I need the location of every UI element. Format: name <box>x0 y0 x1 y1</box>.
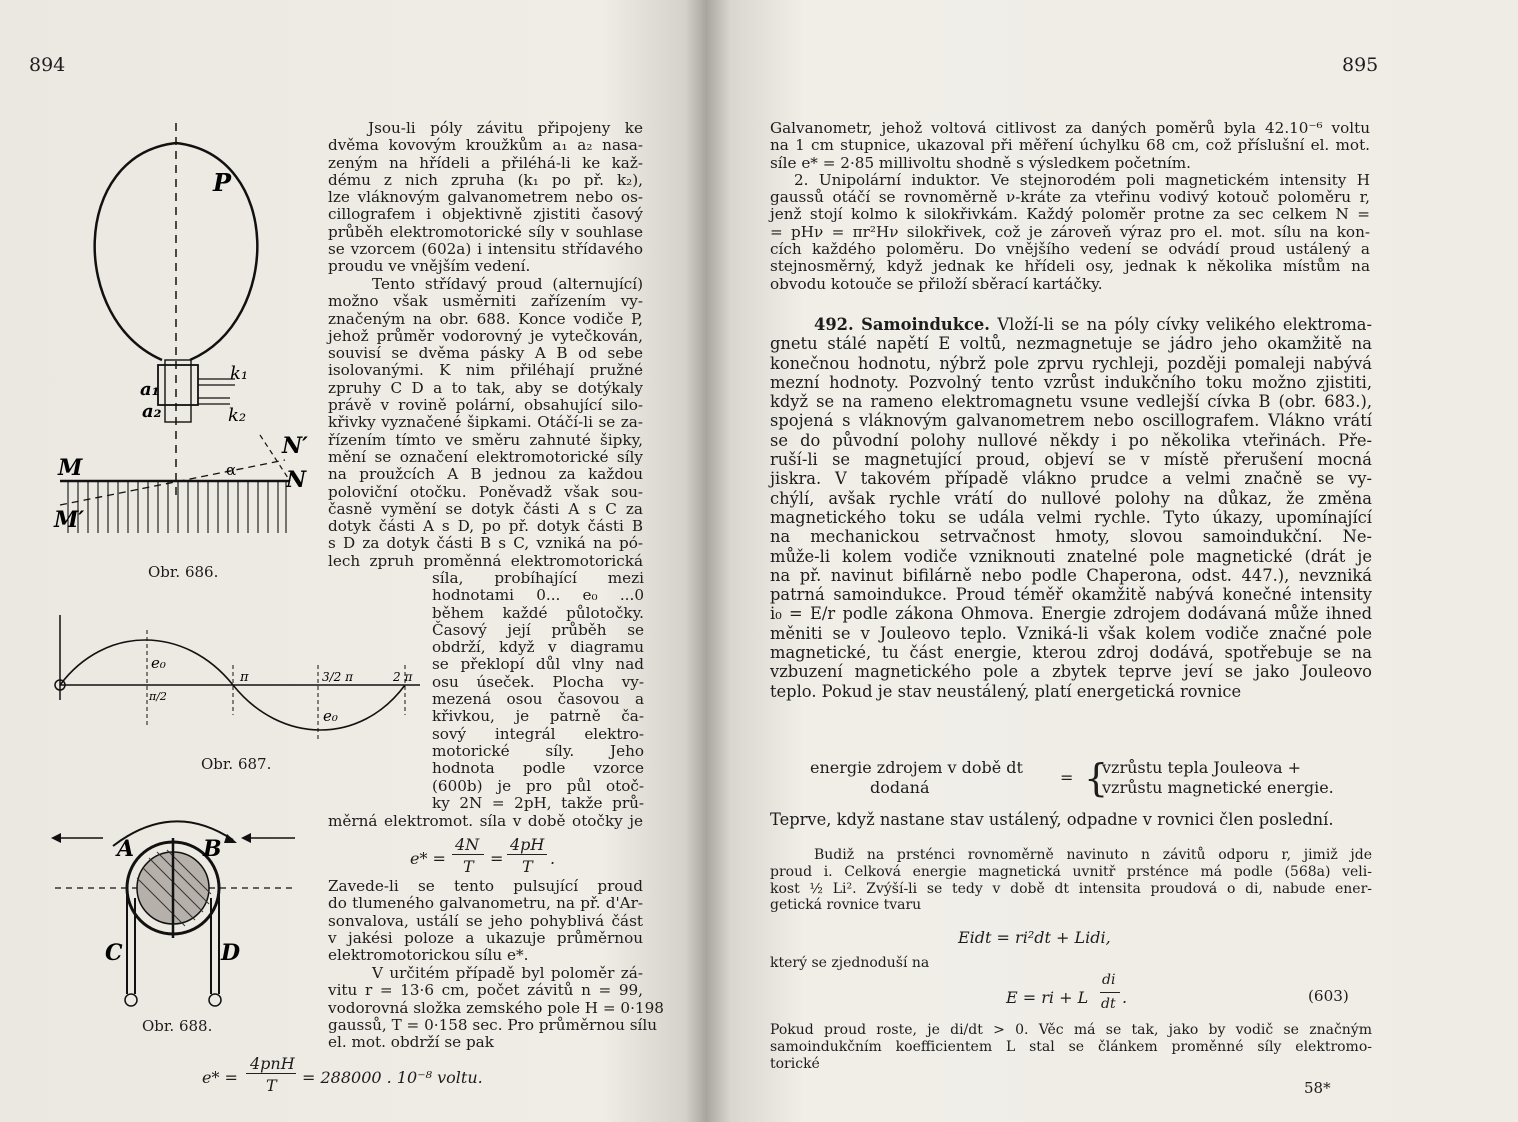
label-a2: a₂ <box>142 401 162 422</box>
equation-energy-balance: Eidt = ri²dt + Lidi, <box>958 928 1111 947</box>
label-pi: π <box>240 670 249 685</box>
label-half-pi: π/2 <box>149 690 167 703</box>
label-D: D <box>221 940 241 966</box>
label-C: C <box>105 940 123 966</box>
page-number-right: 895 <box>1342 54 1379 76</box>
figure-688 <box>45 808 315 1020</box>
paragraph-rectifier: Tento střídavý proud (alternující) možno však usměrniti zařízením vy- značeným na obr. 688. Konce vodiče P, jehož průměr vodorovný je vytečkován, souvisí se dvěma pásky A B od sebe isolovanými. K nim přiléhají pružné zpruhy C D a to tak, aby se dotýkaly právě v rovině polární, obsahující silo- křivky vyznačené šipkami. Otáčí-li se za- řízením tímto ve směru zahnuté šipky, mění se označení elektromotorické síly na proužcích A B jednou za každou poloviční otočku. Poněvadž však sou- časně vymění se dotyk části A s C za dotyk části A s D, po př. dotyk části B s D za dotyk části B s C, vzniká na pó- lech zpruh proměnná elektromotorická <box>328 275 643 570</box>
page-number-left: 894 <box>29 54 66 76</box>
label-A: A <box>117 836 135 862</box>
label-P: P <box>213 168 232 197</box>
label-M-prime: M′ <box>54 507 85 533</box>
signature-mark: 58* <box>1304 1079 1331 1097</box>
equation-result: e* = 4pnH T = 288000 . 10⁻⁸ voltu. <box>202 1054 483 1095</box>
label-M: M <box>58 455 83 481</box>
paragraph-poles: Jsou-li póly závitu připojeny ke dvěma kovovým kroužkům a₁ a₂ nasa- zeným na hřídeli a přiléhá-li ke kaž- dému z nich zpruha (k₁ po př. k₂), lze vláknovým galvanometrem nebo os- cillografem i objektivně zjistiti časový průběh elektromotorické síly v souhlase se vzorcem (602a) i intensitu střídavého proudu ve vnějším vedení. <box>328 119 643 276</box>
label-e0-top: e₀ <box>151 654 166 672</box>
label-three-half-pi: 3/2 π <box>322 670 354 684</box>
paragraph-galvanometer: Zavede-li se tento pulsující proud do tlumeného galvanometru, na př. d'Ar- sonvalova, ustálí se jeho pohyblivá část v jakési poloze a ukazuje průměrnou elektromotorickou sílu e*. <box>328 877 643 965</box>
section-number: 492. <box>814 315 854 334</box>
label-k2: k₂ <box>228 405 247 426</box>
label-alpha: α <box>226 461 237 479</box>
paragraph-bottom: Pokud proud roste, je di/dt > 0. Věc má se tak, jako by vodič se značným samoindukčním koefficientem L stal se článkem proměnné síly elektromo- torické <box>770 1022 1372 1072</box>
label-a1: a₁ <box>140 379 160 400</box>
label-k1: k₁ <box>230 363 249 384</box>
label-e0-bottom: e₀ <box>323 707 338 725</box>
paragraph-example: V určitém případě byl poloměr zá- vitu r = 13·6 cm, počet závitů n = 99, vodorovná složka zemského pole H = 0·198 gaussů, T = 0·158 sec. Pro průměrnou sílu el. mot. obdrží se pak <box>328 964 664 1052</box>
caption-fig-688: Obr. 688. <box>142 1017 213 1035</box>
equation-number: (603) <box>1308 987 1349 1005</box>
figure-687 <box>45 605 435 755</box>
section-title: Samoindukce. <box>861 315 990 334</box>
label-two-pi: 2 π <box>393 670 413 684</box>
caption-fig-687: Obr. 687. <box>201 755 272 773</box>
left-page: 894 P a₁ a₂ k₁ k₂ M M′ N′ N α Obr. 686. e₀ π/2 π 3/2 π 2 π e₀ Obr. 687. A B C D Obr. 688. Jsou-li póly závitu připojeny ke dvěma kovovým kroužkům a₁ a₂ nasa- zeným na hřídeli a přiléhá-li ke kaž- dému z nich zpruha (k₁ po př. k₂), lze vláknovým galvanometrem nebo os- cillografem i objektivně zjistiti časový průběh elektromotorické síly v souhlase se vzorcem (602a) i intensitu střídavého proudu ve vnějším vedení. Tento střídavý proud (alternující) možno však usměrniti zařízením vy- značeným na obr. 688. Konce vodiče P, jehož průměr vodorovný je vytečkován, souvisí se dvěma pásky A B od sebe isolovanými. K nim přiléhají pružné zpruhy C D a to tak, aby se dotýkaly právě v rovině polární, obsahující silo- křivky vyznačené šipkami. Otáčí-li se za- řízením tímto ve směru zahnuté šipky, mění se označení elektromotorické síly na proužcích A B jednou za každou poloviční otočku. Poněvadž však sou- časně vymění se dotyk části A s C za dotyk části A s D, po př. dotyk části B s D za dotyk části B s C, vzniká na pó- lech zpruh proměnná elektromotorická síla, probíhající mezi hodnotami 0... e₀ ...0 během každé půlotočky. Časový její průběh se obdrží, když v diagramu se překlopí důl vlny nad osu úseček. Plocha vy- mezená osou časovou a křivkou, je patrně ča- sový integrál elektro- motorické síly. Jeho hodnota podle vzorce (600b) je pro půl otoč- ky 2N = 2pH, takže prů- měrná elektromot. síla v době otočky je e* = 4N T = 4pH T . Zavede-li se tento pulsující proud do tlumeného galvanometru, na př. d'Ar- sonvalova, ustálí se jeho pohyblivá část v jakési poloze a ukazuje průměrnou elektromotorickou sílu e*. V určitém případě byl poloměr zá- vitu r = 13·6 cm, počet závitů n = 99, vodorovná složka zemského pole H = 0·198 gaussů, T = 0·158 sec. Pro průměrnou sílu el. mot. obdrží se pak e* = 4pnH T = 288000 . 10⁻⁸ voltu. <box>0 0 706 1122</box>
section-heading: 492. Samoindukce. Vloží-li se na póly cívky velikého elektroma- <box>814 315 1372 334</box>
energy-equation: energie zdrojem v době dt dodaná = { vzrůstu tepla Jouleova + vzrůstu magnetické energie. <box>810 756 1334 800</box>
label-N: N <box>286 467 307 493</box>
equation-603: E = ri + L di dt . <box>1006 972 1128 1012</box>
caption-fig-686: Obr. 686. <box>148 563 219 581</box>
line-steady-state: Teprve, když nastane stav ustálený, odpadne v rovnici člen poslední. <box>770 810 1334 829</box>
right-page <box>706 0 1518 1122</box>
paragraph-pulsing: síla, probíhající mezi hodnotami 0... e₀ ...0 během každé půlotočky. Časový její průběh se obdrží, když v diagramu se překlopí důl vlny nad osu úseček. Plocha vy- mezená osou časovou a křivkou, je patrně ča- sový integrál elektro- motorické síly. Jeho hodnota podle vzorce (600b) je pro půl otoč- ky 2N = 2pH, takže prů- <box>432 569 644 812</box>
line-mean-emf: měrná elektromot. síla v době otočky je <box>328 812 643 830</box>
paragraph-ring: Budiž na prsténci rovnoměrně navinuto n závitů odporu r, jimiž jde proud i. Celková energie magnetická uvnitř prsténce má podle (568a) veli- kost ½ Li². Zvýší-li se tedy v době dt intensita proudová o di, nabude ener- getická rovnice tvaru <box>770 847 1372 914</box>
figure-686 <box>50 115 310 545</box>
line-simplifies: který se zjednoduší na <box>770 955 930 971</box>
label-B: B <box>203 836 222 862</box>
section-492: 492. Samoindukce. Vloží-li se na póly cívky velikého elektroma- gnetu stálé napětí E voltů, nezmagnetuje se jádro jeho okamžitě na konečnou hodnotu, nýbrž pole zprvu rychleji, později pomaleji nabývá mezní hodnoty. Pozvolný tento vzrůst indukčního toku možno zjistiti, když se na rameno elektromagnetu vsune vedlejší cívka B (obr. 683.), spojená s vláknovým galvanometrem nebo oscillografem. Vlákno vrátí se do původní polohy nullové někdy i po několika vteřinách. Pře- ruší-li se magnetující proud, objeví se v místě přerušení mocná jiskra. V takovém případě vlákno prudce a velmi značně se vy- chýlí, avšak rychle vrátí do nullové polohy na důkaz, že změna magnetického toku se udála velmi rychle. Tyto úkazy, upomínající na mechanickou setrvačnost hmoty, slovou samoindukční. Ne- může-li kolem vodiče vzniknouti znatelné pole magnetické (drát je na př. navinut bifilárně nebo podle Chaperona, odst. 447.), nevzniká patrná samoindukce. Proud téměř okamžitě nabývá konečné intensity i₀ = E/r podle zákona Ohmova. Energie zdrojem dodávaná může ihned měniti se v Jouleovo teplo. Vzniká-li však kolem vodiče značné pole magnetické, tu část energie, kterou zdroj dodává, spotřebuje se na vzbuzení magnetického pole a zbytek teprve jeví se jako Jouleovo teplo. Pokud je stav neustálený, platí energetická rovnice <box>770 315 1372 701</box>
label-N-prime: N′ <box>282 433 308 459</box>
paragraph-top: Galvanometr, jehož voltová citlivost za daných poměrů byla 42.10⁻⁶ voltu na 1 cm stupnice, ukazoval při měření úchylku 68 cm, což příslušní el. mot. síle e* = 2·85 millivoltu shodně s výsledkem početním. 2. Unipolární induktor. Ve stejnorodém poli magnetickém intensity H gaussů otáčí se rovnoměrně ν-kráte za vteřinu vodivý kotouč poloměru r, jenž stojí kolmo k silokřivkám. Každý poloměr protne za sec celkem N = = pHν = πr²Hν silokřivek, což je zároveň výraz pro el. mot. sílu na kon- cích každého poloměru. Do vnějšího vedení se odvádí proud ustálený a stejnosměrný, když jednak ke hřídeli osy, jednak k několika místům na obvodu kotouče se přiloží sběrací kartáčky. <box>770 119 1370 293</box>
